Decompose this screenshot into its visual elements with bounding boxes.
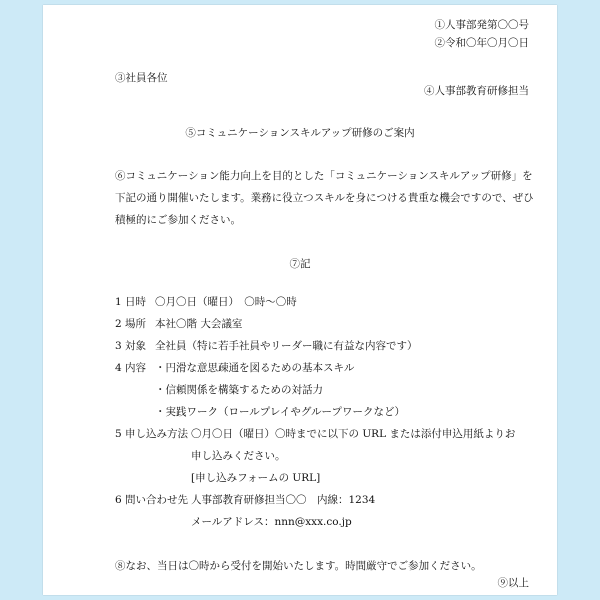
recipient: ③社員各位 <box>115 72 168 84</box>
item-content-line-3: ・実践ワーク（ロールプレイやグループワークなど） <box>155 406 406 418</box>
item-content-line-2: ・信頼関係を構築するための対話力 <box>155 384 323 396</box>
document-title: ⑤コミュニケーションスキルアップ研修のご案内 <box>185 127 415 139</box>
item-apply-line-2: 申し込みください。 <box>191 450 286 462</box>
document-page <box>43 5 557 595</box>
document-number: ①人事部発第〇〇号 <box>434 19 529 31</box>
ki-heading: ⑦記 <box>289 258 311 270</box>
item-content-label: 4 内容 <box>115 362 147 374</box>
item-contact-label: 6 問い合わせ先 <box>115 494 189 506</box>
item-date-value: 〇月〇日（曜日） 〇時～〇時 <box>155 296 297 308</box>
item-contact-line-1: 人事部教育研修担当〇〇 内線：1234 <box>191 494 376 506</box>
item-place-label: 2 場所 <box>115 318 147 330</box>
item-date-label: 1 日時 <box>115 296 147 308</box>
intro-line-1: ⑥コミュニケーション能力向上を目的とした「コミュニケーションスキルアップ研修」を <box>115 170 533 182</box>
intro-line-2: 下記の通り開催いたします。業務に役立つスキルを身につける貴重な機会ですので、ぜひ <box>115 192 534 204</box>
intro-line-3: 積極的にご参加ください。 <box>115 214 241 226</box>
note: ⑧なお、当日は〇時から受付を開始いたします。時間厳守でご参加ください。 <box>115 560 482 572</box>
item-target-value: 全社員（特に若手社員やリーダー職に有益な内容です） <box>155 340 418 352</box>
item-content-line-1: ・円滑な意思疎通を図るための基本スキル <box>155 362 355 374</box>
item-contact-email: メールアドレス：nnn@xxx.co.jp <box>191 516 352 528</box>
closing: ⑨以上 <box>497 577 529 589</box>
document-date: ②令和〇年〇月〇日 <box>434 37 529 49</box>
item-place-value: 本社〇階 大会議室 <box>155 318 243 330</box>
item-apply-label: 5 申し込み方法 <box>115 428 189 440</box>
item-target-label: 3 対象 <box>115 340 147 352</box>
sender: ④人事部教育研修担当 <box>424 85 529 97</box>
item-apply-line-1: 〇月〇日（曜日）〇時までに以下の URL または添付申込用紙よりお <box>191 428 516 440</box>
item-apply-form-url: [申し込みフォームの URL] <box>191 472 321 484</box>
